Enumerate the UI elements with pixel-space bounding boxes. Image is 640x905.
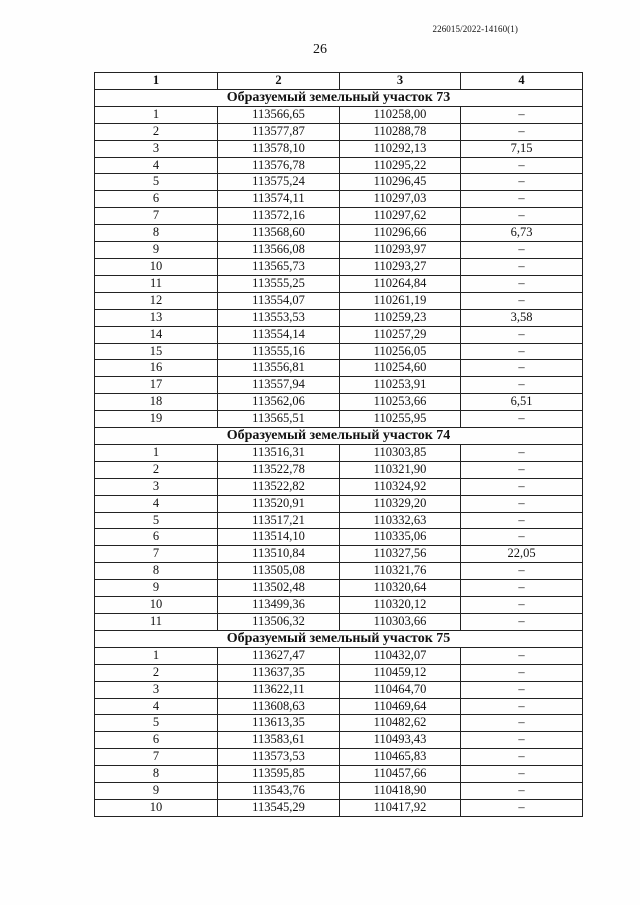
table-row: [95, 275, 583, 292]
coord-x-cell: 113637,35: [218, 664, 340, 681]
coord-y-cell: 110255,95: [340, 411, 461, 428]
coord-y-cell: 110459,12: [340, 664, 461, 681]
table-row: [95, 495, 583, 512]
column-header-4: 4: [461, 73, 583, 90]
page-number: 26: [313, 42, 327, 57]
section-title: Образуемый земельный участок 73: [95, 89, 583, 106]
point-number-cell: 2: [95, 461, 218, 478]
coord-x-cell: 113613,35: [218, 715, 340, 732]
table-row: [95, 106, 583, 123]
coord-x-cell: 113572,16: [218, 208, 340, 225]
coord-y-cell: 110297,62: [340, 208, 461, 225]
coord-y-cell: 110253,66: [340, 394, 461, 411]
table-row: [95, 529, 583, 546]
coord-x-cell: 113553,53: [218, 309, 340, 326]
point-number-cell: 7: [95, 546, 218, 563]
coord-y-cell: 110327,56: [340, 546, 461, 563]
coord-y-cell: 110457,66: [340, 766, 461, 783]
column-header-3: 3: [340, 73, 461, 90]
coord-x-cell: 113522,78: [218, 461, 340, 478]
coord-y-cell: 110296,45: [340, 174, 461, 191]
point-number-cell: 7: [95, 749, 218, 766]
point-number-cell: 4: [95, 495, 218, 512]
length-cell: –: [461, 749, 583, 766]
coord-y-cell: 110303,85: [340, 444, 461, 461]
table-row: [95, 749, 583, 766]
coord-x-cell: 113502,48: [218, 580, 340, 597]
coord-x-cell: 113574,11: [218, 191, 340, 208]
point-number-cell: 5: [95, 715, 218, 732]
length-cell: 3,58: [461, 309, 583, 326]
table-row: [95, 123, 583, 140]
section-title: Образуемый земельный участок 75: [95, 630, 583, 647]
point-number-cell: 6: [95, 732, 218, 749]
length-cell: –: [461, 799, 583, 816]
table-row: [95, 580, 583, 597]
table-body: [95, 89, 583, 816]
table-row: [95, 597, 583, 614]
table-row: [95, 461, 583, 478]
length-cell: 7,15: [461, 140, 583, 157]
table-row: [95, 799, 583, 816]
point-number-cell: 8: [95, 766, 218, 783]
coord-x-cell: 113568,60: [218, 225, 340, 242]
column-header-1: 1: [95, 73, 218, 90]
coord-x-cell: 113510,84: [218, 546, 340, 563]
point-number-cell: 4: [95, 698, 218, 715]
section-title-row: [95, 630, 583, 647]
length-cell: –: [461, 157, 583, 174]
length-cell: –: [461, 461, 583, 478]
length-cell: –: [461, 377, 583, 394]
length-cell: –: [461, 208, 583, 225]
coord-x-cell: 113554,14: [218, 326, 340, 343]
table-row: [95, 411, 583, 428]
document-id: 226015/2022-14160(1): [432, 24, 518, 34]
table-row: [95, 715, 583, 732]
point-number-cell: 6: [95, 191, 218, 208]
table-header-row: [95, 73, 583, 90]
coord-y-cell: 110320,64: [340, 580, 461, 597]
table-row: [95, 309, 583, 326]
point-number-cell: 8: [95, 225, 218, 242]
coord-x-cell: 113499,36: [218, 597, 340, 614]
length-cell: –: [461, 275, 583, 292]
section-title-row: [95, 428, 583, 445]
coord-y-cell: 110293,27: [340, 258, 461, 275]
coord-x-cell: 113622,11: [218, 681, 340, 698]
table-row: [95, 512, 583, 529]
point-number-cell: 5: [95, 174, 218, 191]
coord-y-cell: 110321,76: [340, 563, 461, 580]
length-cell: –: [461, 174, 583, 191]
point-number-cell: 10: [95, 597, 218, 614]
coord-x-cell: 113556,81: [218, 360, 340, 377]
table-row: [95, 242, 583, 259]
length-cell: –: [461, 444, 583, 461]
length-cell: –: [461, 495, 583, 512]
point-number-cell: 19: [95, 411, 218, 428]
coord-x-cell: 113562,06: [218, 394, 340, 411]
table-row: [95, 546, 583, 563]
point-number-cell: 9: [95, 783, 218, 800]
table-row: [95, 157, 583, 174]
point-number-cell: 12: [95, 292, 218, 309]
section-title: Образуемый земельный участок 74: [95, 428, 583, 445]
point-number-cell: 11: [95, 275, 218, 292]
coord-y-cell: 110329,20: [340, 495, 461, 512]
point-number-cell: 2: [95, 123, 218, 140]
length-cell: –: [461, 563, 583, 580]
point-number-cell: 15: [95, 343, 218, 360]
coord-y-cell: 110261,19: [340, 292, 461, 309]
table-row: [95, 478, 583, 495]
point-number-cell: 1: [95, 647, 218, 664]
point-number-cell: 3: [95, 681, 218, 698]
point-number-cell: 5: [95, 512, 218, 529]
length-cell: –: [461, 715, 583, 732]
coord-x-cell: 113595,85: [218, 766, 340, 783]
coord-y-cell: 110332,63: [340, 512, 461, 529]
coord-x-cell: 113627,47: [218, 647, 340, 664]
table-row: [95, 563, 583, 580]
length-cell: –: [461, 191, 583, 208]
coord-y-cell: 110296,66: [340, 225, 461, 242]
coord-x-cell: 113578,10: [218, 140, 340, 157]
coord-x-cell: 113514,10: [218, 529, 340, 546]
point-number-cell: 8: [95, 563, 218, 580]
table-row: [95, 225, 583, 242]
point-number-cell: 10: [95, 799, 218, 816]
coord-y-cell: 110493,43: [340, 732, 461, 749]
length-cell: –: [461, 478, 583, 495]
coord-y-cell: 110258,00: [340, 106, 461, 123]
length-cell: 6,51: [461, 394, 583, 411]
coord-y-cell: 110257,29: [340, 326, 461, 343]
table-row: [95, 614, 583, 631]
coord-y-cell: 110253,91: [340, 377, 461, 394]
coord-y-cell: 110432,07: [340, 647, 461, 664]
length-cell: –: [461, 326, 583, 343]
coord-x-cell: 113608,63: [218, 698, 340, 715]
table-row: [95, 208, 583, 225]
length-cell: –: [461, 529, 583, 546]
table-row: [95, 681, 583, 698]
coord-x-cell: 113557,94: [218, 377, 340, 394]
table-row: [95, 174, 583, 191]
table-row: [95, 732, 583, 749]
coord-y-cell: 110295,22: [340, 157, 461, 174]
coord-y-cell: 110469,64: [340, 698, 461, 715]
length-cell: –: [461, 123, 583, 140]
length-cell: –: [461, 360, 583, 377]
point-number-cell: 6: [95, 529, 218, 546]
coord-x-cell: 113506,32: [218, 614, 340, 631]
table-row: [95, 140, 583, 157]
table-row: [95, 444, 583, 461]
table-row: [95, 394, 583, 411]
coord-y-cell: 110256,05: [340, 343, 461, 360]
length-cell: –: [461, 343, 583, 360]
coord-y-cell: 110303,66: [340, 614, 461, 631]
coord-y-cell: 110417,92: [340, 799, 461, 816]
length-cell: –: [461, 106, 583, 123]
table-row: [95, 647, 583, 664]
coord-y-cell: 110254,60: [340, 360, 461, 377]
point-number-cell: 17: [95, 377, 218, 394]
point-number-cell: 7: [95, 208, 218, 225]
point-number-cell: 10: [95, 258, 218, 275]
length-cell: –: [461, 580, 583, 597]
length-cell: 22,05: [461, 546, 583, 563]
coord-y-cell: 110297,03: [340, 191, 461, 208]
point-number-cell: 11: [95, 614, 218, 631]
coord-x-cell: 113555,16: [218, 343, 340, 360]
length-cell: –: [461, 783, 583, 800]
table-row: [95, 783, 583, 800]
coord-x-cell: 113555,25: [218, 275, 340, 292]
coord-x-cell: 113565,73: [218, 258, 340, 275]
coord-y-cell: 110335,06: [340, 529, 461, 546]
coord-x-cell: 113543,76: [218, 783, 340, 800]
table-row: [95, 292, 583, 309]
point-number-cell: 9: [95, 580, 218, 597]
length-cell: –: [461, 681, 583, 698]
table-row: [95, 766, 583, 783]
length-cell: –: [461, 597, 583, 614]
coord-y-cell: 110292,13: [340, 140, 461, 157]
point-number-cell: 18: [95, 394, 218, 411]
point-number-cell: 1: [95, 444, 218, 461]
coord-x-cell: 113583,61: [218, 732, 340, 749]
point-number-cell: 2: [95, 664, 218, 681]
coord-x-cell: 113576,78: [218, 157, 340, 174]
coord-y-cell: 110288,78: [340, 123, 461, 140]
length-cell: 6,73: [461, 225, 583, 242]
length-cell: –: [461, 614, 583, 631]
coord-x-cell: 113520,91: [218, 495, 340, 512]
coord-y-cell: 110264,84: [340, 275, 461, 292]
point-number-cell: 13: [95, 309, 218, 326]
coord-x-cell: 113522,82: [218, 478, 340, 495]
length-cell: –: [461, 242, 583, 259]
point-number-cell: 14: [95, 326, 218, 343]
point-number-cell: 4: [95, 157, 218, 174]
coord-y-cell: 110464,70: [340, 681, 461, 698]
table-row: [95, 377, 583, 394]
coord-x-cell: 113545,29: [218, 799, 340, 816]
point-number-cell: 1: [95, 106, 218, 123]
length-cell: –: [461, 647, 583, 664]
section-title-row: [95, 89, 583, 106]
coord-x-cell: 113516,31: [218, 444, 340, 461]
table-row: [95, 326, 583, 343]
length-cell: –: [461, 258, 583, 275]
length-cell: –: [461, 732, 583, 749]
coord-y-cell: 110321,90: [340, 461, 461, 478]
coord-y-cell: 110418,90: [340, 783, 461, 800]
coordinates-table: [94, 72, 583, 817]
length-cell: –: [461, 292, 583, 309]
coord-y-cell: 110482,62: [340, 715, 461, 732]
table-row: [95, 698, 583, 715]
coord-y-cell: 110324,92: [340, 478, 461, 495]
column-header-2: 2: [218, 73, 340, 90]
coord-x-cell: 113517,21: [218, 512, 340, 529]
table-row: [95, 258, 583, 275]
coord-x-cell: 113505,08: [218, 563, 340, 580]
point-number-cell: 9: [95, 242, 218, 259]
table-row: [95, 191, 583, 208]
length-cell: –: [461, 766, 583, 783]
coord-y-cell: 110320,12: [340, 597, 461, 614]
coord-y-cell: 110465,83: [340, 749, 461, 766]
table-row: [95, 343, 583, 360]
coord-x-cell: 113565,51: [218, 411, 340, 428]
coord-x-cell: 113575,24: [218, 174, 340, 191]
length-cell: –: [461, 512, 583, 529]
length-cell: –: [461, 698, 583, 715]
point-number-cell: 3: [95, 140, 218, 157]
length-cell: –: [461, 664, 583, 681]
coord-y-cell: 110259,23: [340, 309, 461, 326]
length-cell: –: [461, 411, 583, 428]
coord-x-cell: 113554,07: [218, 292, 340, 309]
point-number-cell: 16: [95, 360, 218, 377]
coord-x-cell: 113577,87: [218, 123, 340, 140]
coord-x-cell: 113573,53: [218, 749, 340, 766]
table-row: [95, 664, 583, 681]
coord-x-cell: 113566,08: [218, 242, 340, 259]
coord-x-cell: 113566,65: [218, 106, 340, 123]
table-row: [95, 360, 583, 377]
coord-y-cell: 110293,97: [340, 242, 461, 259]
point-number-cell: 3: [95, 478, 218, 495]
